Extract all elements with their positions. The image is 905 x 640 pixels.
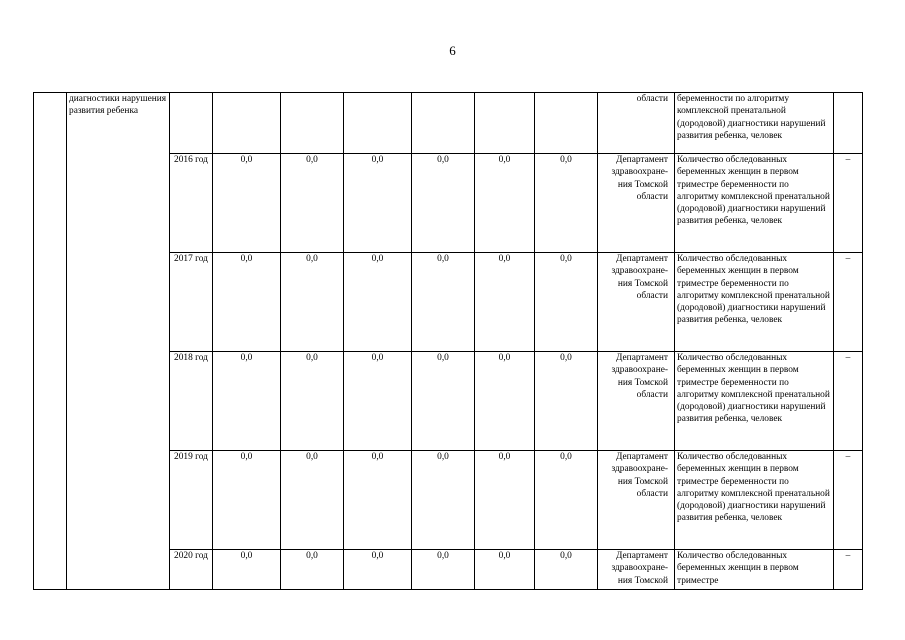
value: 0,0	[498, 551, 511, 561]
indicator-cell	[675, 154, 834, 253]
mark-cell	[834, 352, 863, 451]
value: 0,0	[240, 551, 253, 561]
indicator: Количество обследованных беременных женщин в первом триместре беременности по алгоритму комплексной пренатальной (дородовой) диагностики нарушений развития ребенка, человек	[677, 353, 830, 425]
value-cell	[213, 352, 281, 451]
value: 0,0	[437, 254, 449, 264]
value-cell	[281, 253, 344, 352]
value: 0,0	[498, 254, 511, 264]
value-cell	[535, 253, 598, 352]
value: 0,0	[371, 254, 384, 264]
year: 2018 год	[174, 353, 208, 363]
task-name: диагностики нарушения развития ребенка	[69, 94, 167, 117]
value: 0,0	[560, 551, 572, 561]
value: 0,0	[560, 452, 572, 462]
department: Департамент здравоохране-ния Томской области	[611, 155, 668, 202]
value-cell	[213, 253, 281, 352]
value: 0,0	[306, 551, 318, 561]
value-cell	[535, 154, 598, 253]
value: 0,0	[437, 551, 449, 561]
value-cell	[475, 93, 535, 154]
value: 0,0	[437, 353, 449, 363]
value-cell	[281, 550, 344, 590]
indicator-cell	[675, 93, 834, 154]
value-cell	[281, 154, 344, 253]
year-cell	[170, 154, 213, 253]
value: 0,0	[306, 452, 318, 462]
indicator-cell	[675, 253, 834, 352]
value-cell	[475, 352, 535, 451]
value-cell	[535, 93, 598, 154]
department-cell	[598, 154, 675, 253]
value: 0,0	[240, 452, 253, 462]
mark: –	[845, 254, 851, 264]
mark-cell	[834, 253, 863, 352]
value: 0,0	[371, 155, 384, 165]
department: Департамент здравоохране-ния Томской области	[611, 452, 668, 499]
department: Департамент здравоохране-ния Томской области	[611, 353, 668, 400]
value-cell	[344, 550, 412, 590]
department-text: области	[636, 94, 668, 104]
department-cell	[598, 93, 675, 154]
indicator: Количество обследованных беременных женщин в первом триместре беременности по алгоритму комплексной пренатальной (дородовой) диагностики нарушений развития ребенка, человек	[677, 155, 830, 227]
value-cell	[475, 154, 535, 253]
value-cell	[475, 451, 535, 550]
department-cell	[598, 253, 675, 352]
value-cell	[281, 93, 344, 154]
indicator-cell	[675, 550, 834, 590]
table-body	[34, 93, 863, 590]
indicator-cell	[675, 451, 834, 550]
value-cell	[475, 253, 535, 352]
value: 0,0	[371, 551, 384, 561]
year: 2016 год	[174, 155, 208, 165]
value-cell	[213, 93, 281, 154]
year-cell	[170, 253, 213, 352]
value: 0,0	[560, 353, 572, 363]
value: 0,0	[437, 155, 449, 165]
page-number: 6	[449, 43, 456, 58]
value-cell	[412, 352, 475, 451]
value: 0,0	[371, 353, 384, 363]
value-cell	[281, 451, 344, 550]
program-table	[33, 92, 863, 590]
indicator: Количество обследованных беременных женщин в первом триместре беременности по алгоритму комплексной пренатальной (дородовой) диагностики нарушений развития ребенка, человек	[677, 254, 830, 326]
value: 0,0	[240, 254, 253, 264]
mark: –	[845, 551, 851, 561]
year-cell	[170, 352, 213, 451]
indicator: Количество обследованных беременных женщин в первом триместре	[677, 551, 799, 586]
year: 2019 год	[174, 452, 208, 462]
department-cell	[598, 550, 675, 590]
department: Департамент здравоохране-ния Томской области	[611, 254, 668, 301]
value: 0,0	[498, 155, 511, 165]
mark-cell	[834, 451, 863, 550]
value: 0,0	[240, 353, 253, 363]
value-cell	[344, 451, 412, 550]
value-cell	[281, 352, 344, 451]
value: 0,0	[498, 353, 511, 363]
mark: –	[845, 353, 851, 363]
value-cell	[344, 352, 412, 451]
value-cell	[412, 451, 475, 550]
number-cell	[34, 93, 67, 590]
department: Департамент здравоохране-ния Томской	[611, 551, 668, 586]
value: 0,0	[371, 452, 384, 462]
year: 2020 год	[174, 551, 208, 561]
value: 0,0	[306, 353, 318, 363]
mark-cell	[834, 93, 863, 154]
value-cell	[535, 550, 598, 590]
mark: –	[845, 452, 851, 462]
year-cell	[170, 550, 213, 590]
value-cell	[412, 550, 475, 590]
value-cell	[213, 451, 281, 550]
value-cell	[213, 154, 281, 253]
value-cell	[535, 451, 598, 550]
mark-cell	[834, 154, 863, 253]
value-cell	[475, 550, 535, 590]
value: 0,0	[306, 254, 318, 264]
value-cell	[213, 550, 281, 590]
value: 0,0	[498, 452, 511, 462]
year-cell	[170, 451, 213, 550]
indicator: Количество обследованных беременных женщин в первом триместре беременности по алгоритму комплексной пренатальной (дородовой) диагностики нарушений развития ребенка, человек	[677, 452, 830, 524]
year-cell	[170, 93, 213, 154]
value: 0,0	[437, 452, 449, 462]
value-cell	[412, 154, 475, 253]
table-row	[34, 93, 863, 154]
value-cell	[412, 253, 475, 352]
value: 0,0	[560, 254, 572, 264]
indicator-text: беременности по алгоритму комплексной пренатальной (дородовой) диагностики нарушений развития ребенка, человек	[677, 94, 826, 141]
indicator-cell	[675, 352, 834, 451]
value-cell	[344, 253, 412, 352]
value: 0,0	[306, 155, 318, 165]
mark: –	[845, 155, 851, 165]
year: 2017 год	[174, 254, 208, 264]
value: 0,0	[240, 155, 253, 165]
task-name-cell	[67, 93, 170, 590]
mark-cell	[834, 550, 863, 590]
value-cell	[344, 154, 412, 253]
value-cell	[412, 93, 475, 154]
department-cell	[598, 352, 675, 451]
value-cell	[535, 352, 598, 451]
value-cell	[344, 93, 412, 154]
value: 0,0	[560, 155, 572, 165]
department-cell	[598, 451, 675, 550]
